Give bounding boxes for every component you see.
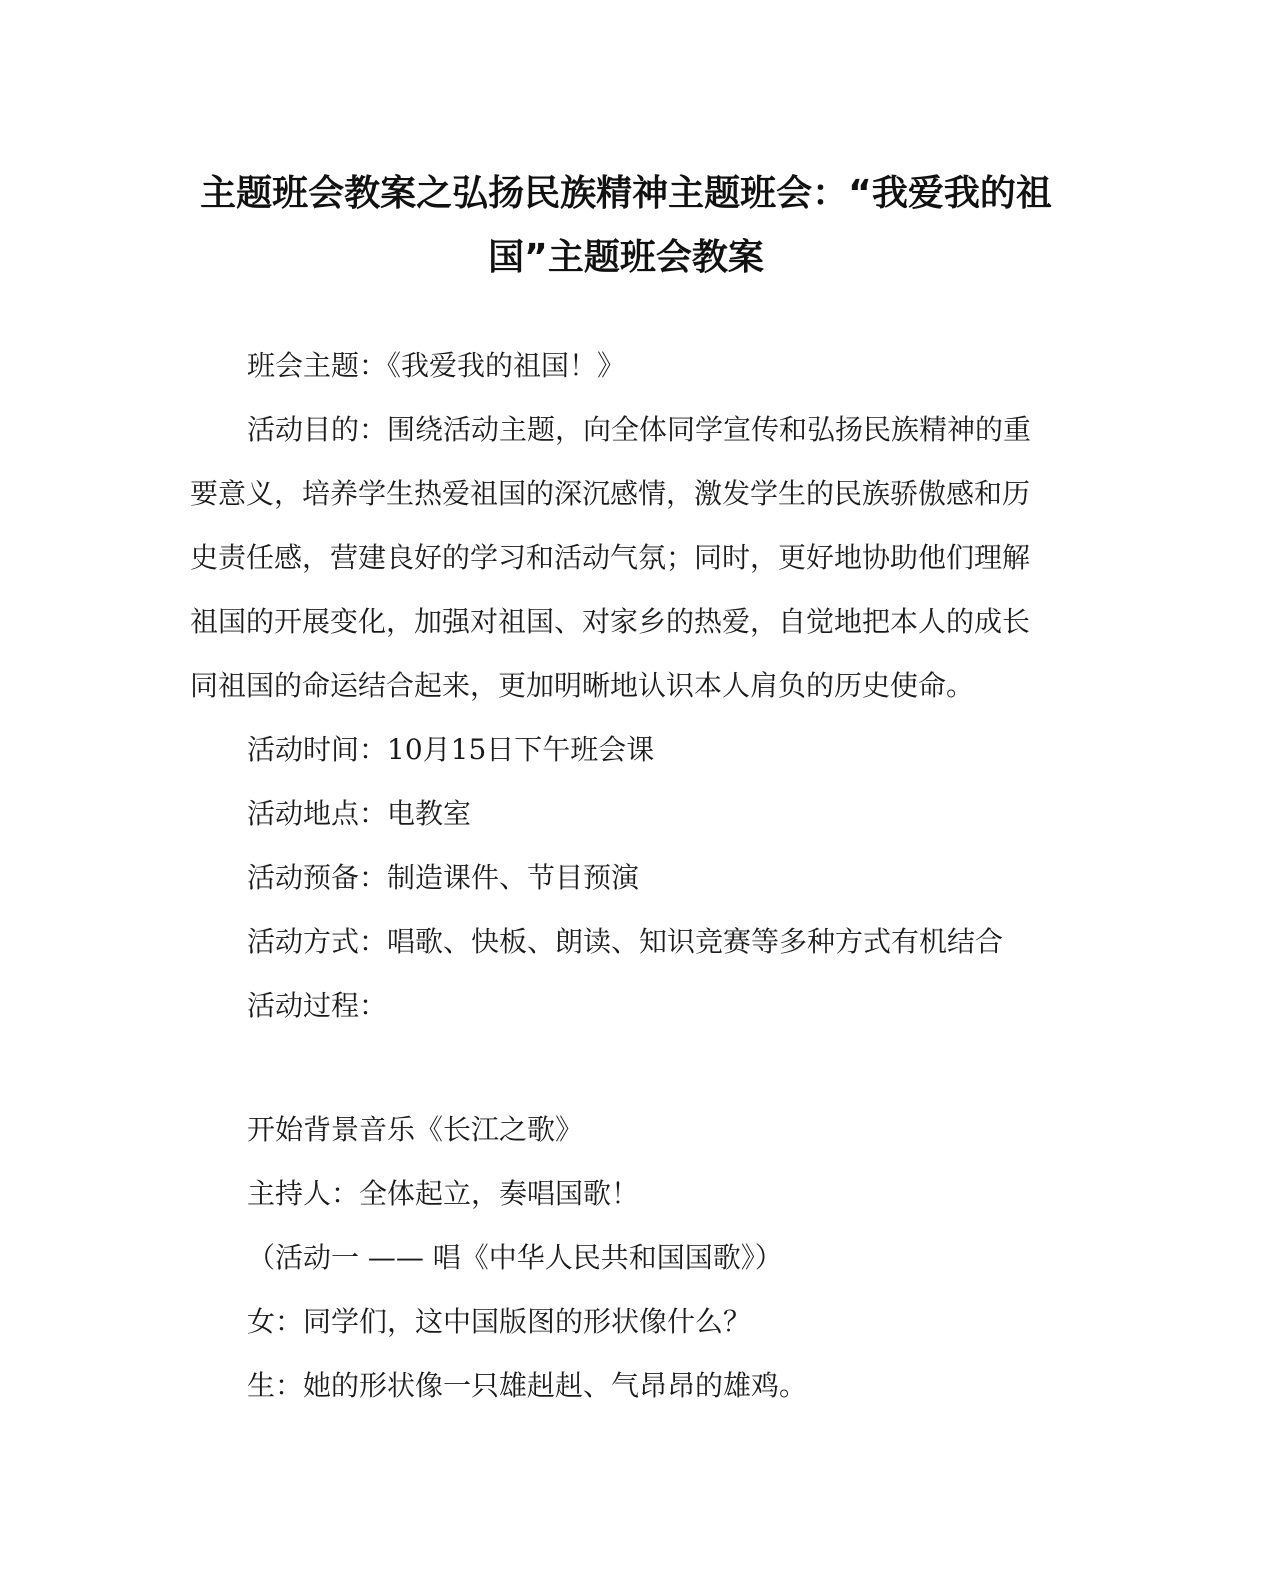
purpose-line-2: 要意义，培养学生热爱祖国的深沉感情，激发学生的民族骄傲感和历 (190, 477, 1031, 510)
paragraph-spacer (190, 1038, 1052, 1098)
activity-preparation-line: 活动预备：制造课件、节目预演 (247, 861, 640, 894)
female-question-line: 女：同学们，这中国版图的形状像什么？ (247, 1305, 752, 1338)
host-line: 主持人：全体起立，奏唱国歌！ (247, 1177, 640, 1210)
purpose-line-3: 史责任感，营建良好的学习和活动气氛；同时，更好地协助他们理解 (190, 541, 1031, 574)
purpose-line-1: 活动目的：围绕活动主题，向全体同学宣传和弘扬民族精神的重 (247, 413, 1032, 446)
purpose-line-5: 同祖国的命运结合起来，更加明晰地认识本人肩负的历史使命。 (190, 669, 975, 702)
background-music-line: 开始背景音乐《长江之歌》 (247, 1113, 584, 1146)
document-body (190, 334, 1052, 1418)
activity-process-line: 活动过程： (247, 989, 388, 1022)
activity-location-line: 活动地点：电教室 (247, 797, 472, 830)
document-title: 主题班会教案之弘扬民族精神主题班会：“我爱我的祖国”主题班会教案 (200, 173, 1052, 278)
activity-one-line: （活动一 —— 唱《中华人民共和国国歌》） (247, 1241, 783, 1274)
student-answer-line: 生：她的形状像一只雄赳赳、气昂昂的雄鸡。 (247, 1369, 808, 1402)
purpose-line-4: 祖国的开展变化，加强对祖国、对家乡的热爱，自觉地把本人的成长 (190, 605, 1031, 638)
activity-time-line: 活动时间：10月15日下午班会课 (247, 733, 655, 766)
class-theme-line: 班会主题：《我爱我的祖国！》 (247, 349, 626, 382)
activity-format-line: 活动方式：唱歌、快板、朗读、知识竞赛等多种方式有机结合 (247, 925, 1004, 958)
